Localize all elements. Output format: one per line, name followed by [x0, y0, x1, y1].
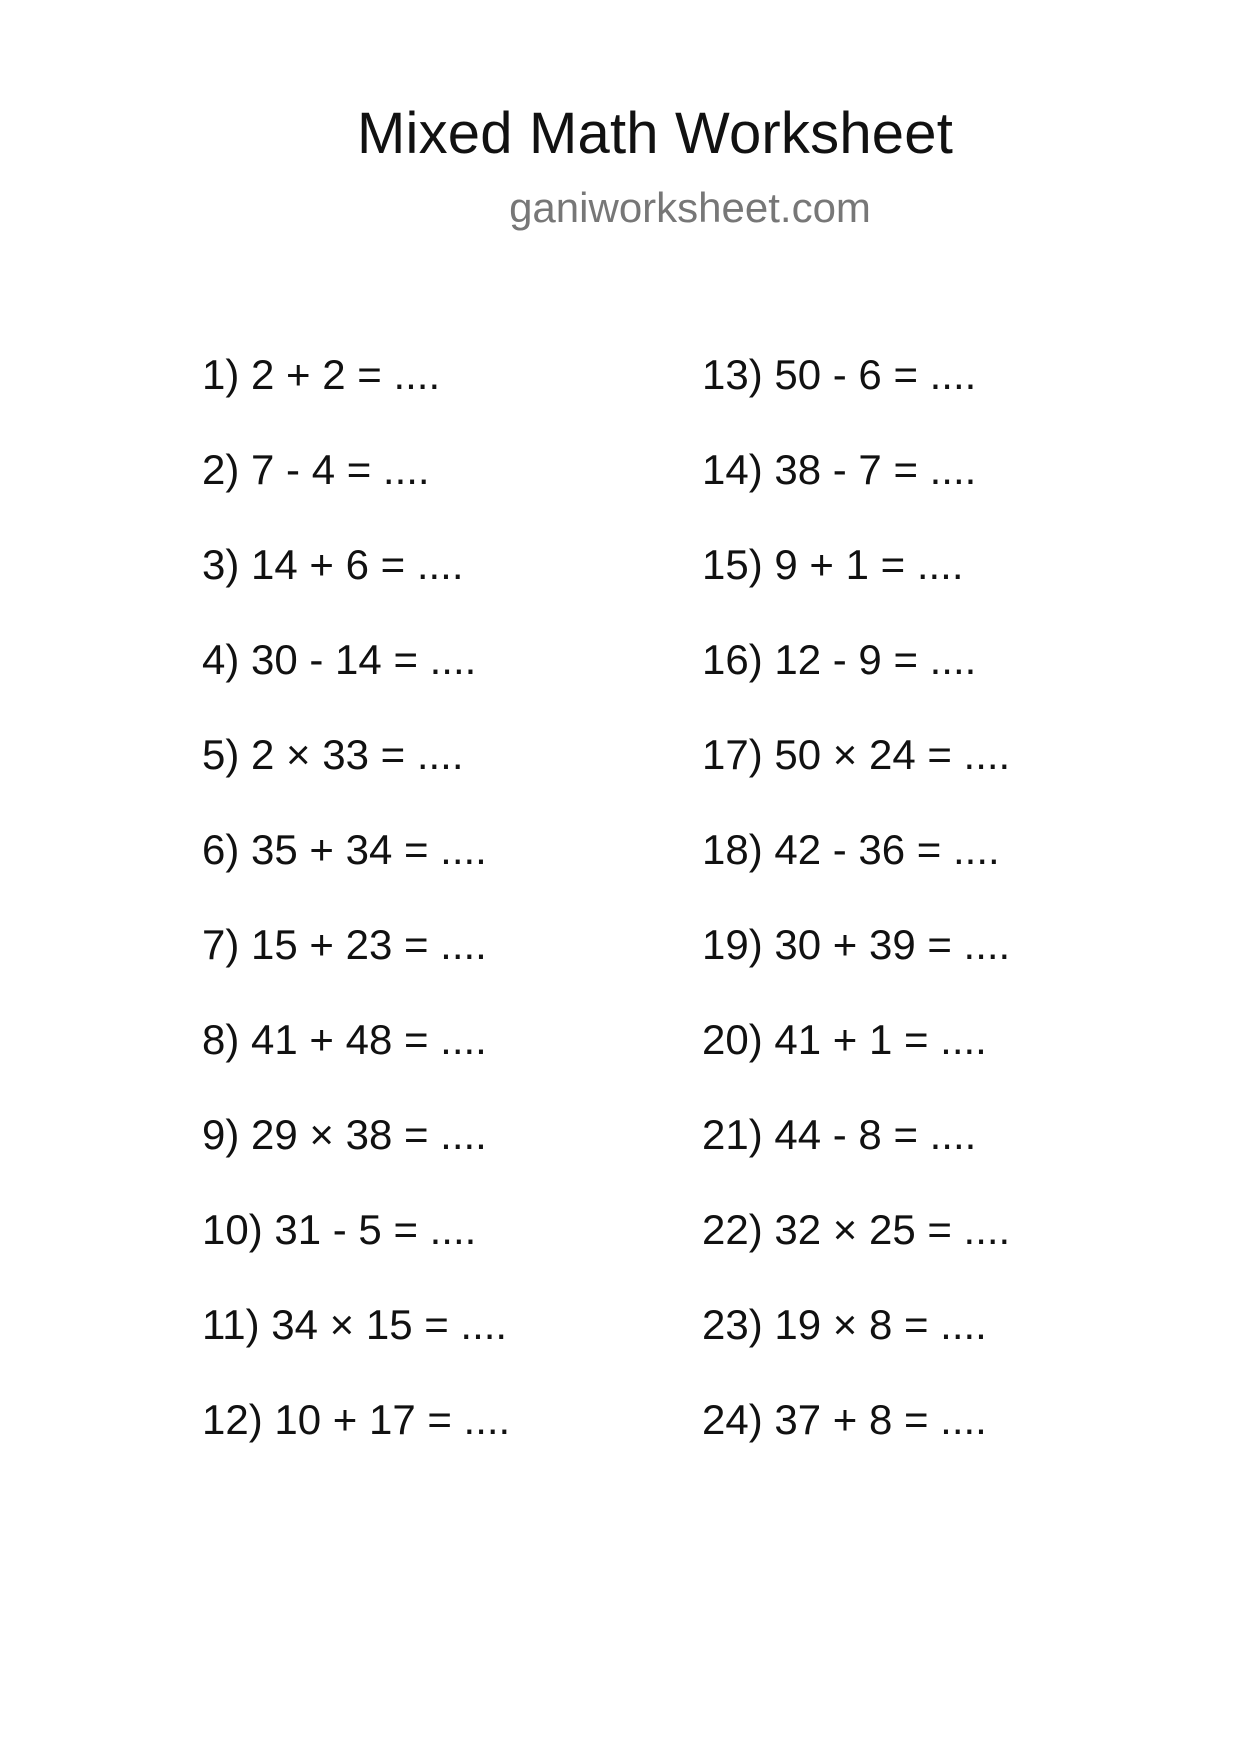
- problem-item: 18) 42 - 36 = ....: [702, 826, 1000, 873]
- problem-item: 22) 32 × 25 = ....: [702, 1206, 1011, 1253]
- problem-item: 15) 9 + 1 = ....: [702, 541, 964, 588]
- problem-item: 6) 35 + 34 = ....: [202, 826, 487, 873]
- problem-item: 1) 2 + 2 = ....: [202, 351, 441, 398]
- problem-item: 11) 34 × 15 = ....: [202, 1301, 508, 1348]
- problem-item: 19) 30 + 39 = ....: [702, 921, 1011, 968]
- problem-item: 21) 44 - 8 = ....: [702, 1111, 977, 1158]
- problem-item: 5) 2 × 33 = ....: [202, 731, 464, 778]
- problem-column-left: [202, 350, 672, 1490]
- problem-item: 17) 50 × 24 = ....: [702, 731, 1011, 778]
- problem-column-right: [702, 350, 1172, 1490]
- worksheet-title: Mixed Math Worksheet: [356, 101, 954, 166]
- problem-item: 9) 29 × 38 = ....: [202, 1111, 487, 1158]
- problem-item: 7) 15 + 23 = ....: [202, 921, 487, 968]
- problem-item: 8) 41 + 48 = ....: [202, 1016, 487, 1063]
- problem-item: 13) 50 - 6 = ....: [702, 351, 977, 398]
- problem-item: 16) 12 - 9 = ....: [702, 636, 977, 683]
- problem-item: 12) 10 + 17 = ....: [202, 1396, 511, 1443]
- problem-item: 3) 14 + 6 = ....: [202, 541, 464, 588]
- problem-item: 20) 41 + 1 = ....: [702, 1016, 987, 1063]
- problem-item: 23) 19 × 8 = ....: [702, 1301, 987, 1348]
- problem-item: 24) 37 + 8 = ....: [702, 1396, 987, 1443]
- problem-item: 14) 38 - 7 = ....: [702, 446, 977, 493]
- worksheet-source: ganiworksheet.com: [509, 184, 871, 231]
- problem-item: 4) 30 - 14 = ....: [202, 636, 477, 683]
- problem-item: 10) 31 - 5 = ....: [202, 1206, 477, 1253]
- problem-item: 2) 7 - 4 = ....: [202, 446, 430, 493]
